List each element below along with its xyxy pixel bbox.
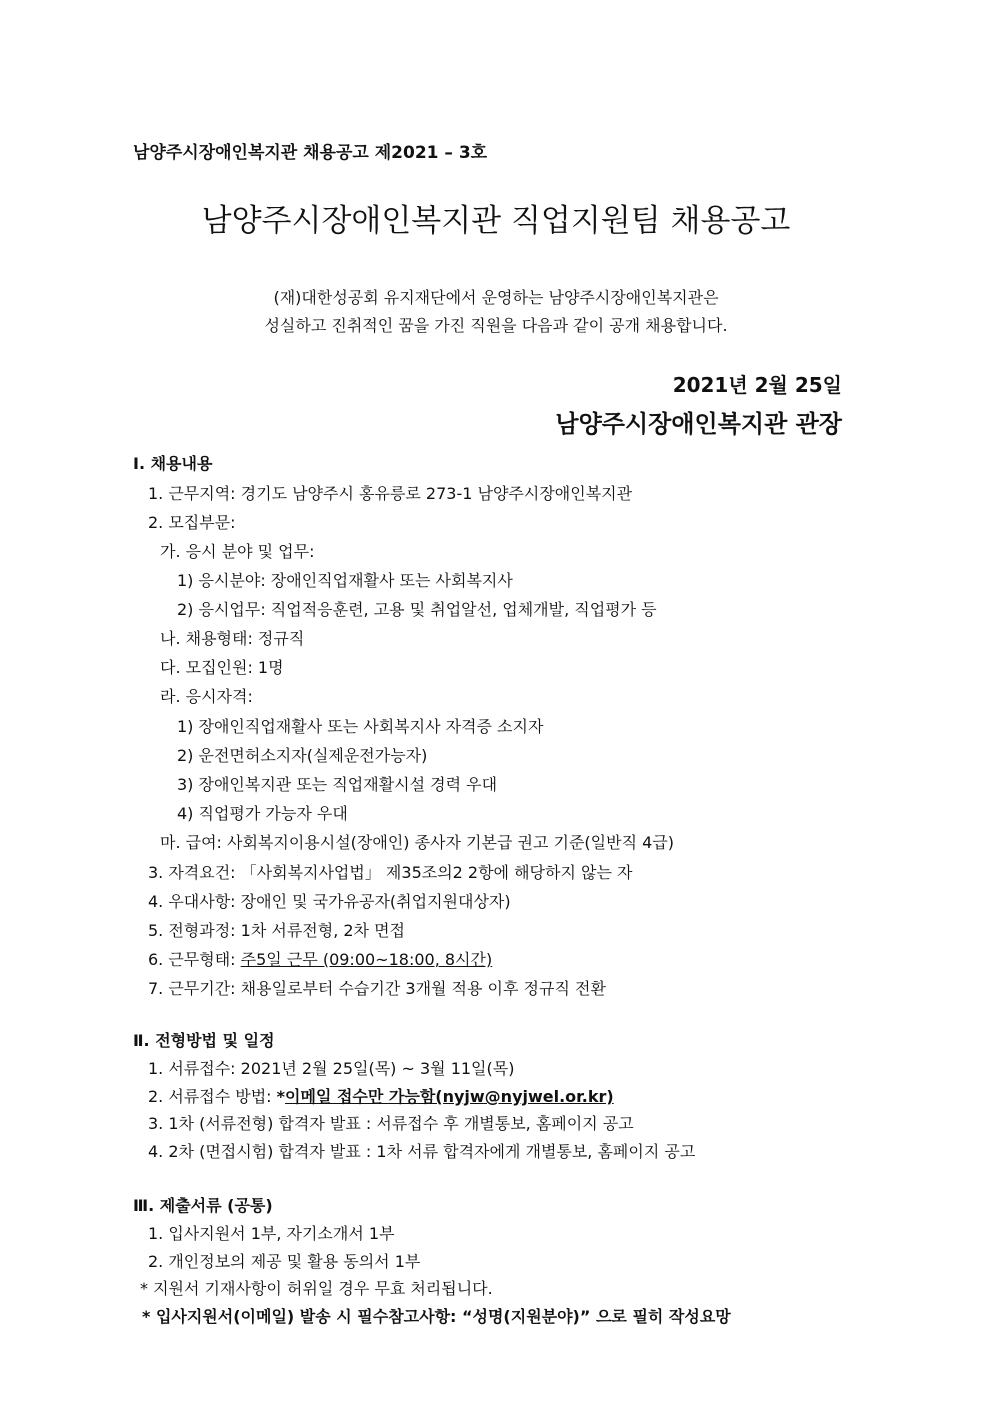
section-1-item-2-ra-4: 4) 직업평가 가능자 우대: [177, 804, 348, 823]
section-1-item-2-ra-2: 2) 운전면허소지자(실제운전가능자): [177, 746, 428, 765]
work-type-label: 6. 근무형태:: [148, 950, 241, 969]
section-3-item-2: 2. 개인정보의 제공 및 활용 동의서 1부: [148, 1252, 421, 1271]
section-1-item-2-na: 나. 채용형태: 정규직: [160, 629, 305, 648]
section-3-item-1: 1. 입사지원서 1부, 자기소개서 1부: [148, 1224, 395, 1243]
section-3-note-2: * 입사지원서(이메일) 발송 시 필수참고사항: “성명(지원분야)” 으로 필히 작성요망: [142, 1307, 731, 1326]
section-1-item-7: 7. 근무기간: 채용일로부터 수습기간 3개월 적용 이후 정규직 전환: [148, 979, 606, 998]
section-3-note-1: * 지원서 기재사항이 허위일 경우 무효 처리됩니다.: [140, 1279, 493, 1298]
section-1-item-2-ra: 라. 응시자격:: [160, 687, 253, 706]
section-2-item-1: 1. 서류접수: 2021년 2월 25일(목) ~ 3월 11일(목): [148, 1059, 515, 1078]
application-method-email: 이메일 접수만 가능함(nyjw@nyjwel.or.kr): [285, 1087, 614, 1106]
section-1-item-2-ma: 마. 급여: 사회복지이용시설(장애인) 종사자 기본급 권고 기준(일반직 4급): [160, 833, 674, 852]
section-3-heading: Ⅲ. 제출서류 (공통): [133, 1196, 273, 1215]
intro-line-1: (재)대한성공회 유지재단에서 운영하는 남양주시장애인복지관은: [273, 288, 719, 307]
section-2-item-3: 3. 1차 (서류전형) 합격자 발표 : 서류접수 후 개별통보, 홈페이지 공고: [148, 1114, 634, 1133]
announcement-reference: 남양주시장애인복지관 채용공고 제2021 – 3호: [133, 143, 488, 163]
section-1-item-5: 5. 전형과정: 1차 서류전형, 2차 면접: [148, 921, 406, 940]
page-title: 남양주시장애인복지관 직업지원팀 채용공고: [201, 203, 791, 239]
section-1-item-2: 2. 모집부문:: [148, 513, 236, 532]
section-1-heading: Ⅰ. 채용내용: [133, 454, 213, 473]
section-1-item-2-ga-1: 1) 응시분야: 장애인직업재활사 또는 사회복지사: [177, 571, 513, 590]
section-1-item-2-ga-2: 2) 응시업무: 직업적응훈련, 고용 및 취업알선, 업체개발, 직업평가 등: [177, 600, 657, 619]
intro-line-2: 성실하고 진취적인 꿈을 가진 직원을 다음과 같이 공개 채용합니다.: [264, 316, 728, 335]
section-2-item-4: 4. 2차 (면접시험) 합격자 발표 : 1차 서류 합격자에게 개별통보, 홈페이지 공고: [148, 1142, 696, 1161]
section-1-item-4: 4. 우대사항: 장애인 및 국가유공자(취업지원대상자): [148, 892, 511, 911]
signatory: 남양주시장애인복지관 관장: [555, 410, 842, 438]
announcement-date: 2021년 2월 25일: [672, 373, 842, 397]
section-1-item-6: [148, 950, 492, 970]
section-1-item-2-ra-1: 1) 장애인직업재활사 또는 사회복지사 자격증 소지자: [177, 717, 544, 736]
section-1-item-3: 3. 자격요건: 「사회복지사업법」 제35조의2 2항에 해당하지 않는 자: [148, 863, 633, 882]
section-1-item-2-ga: 가. 응시 분야 및 업무:: [160, 542, 315, 561]
section-1-item-2-ra-3: 3) 장애인복지관 또는 직업재활시설 경력 우대: [177, 775, 498, 794]
section-2-item-2: [148, 1087, 614, 1107]
section-1-item-1: 1. 근무지역: 경기도 남양주시 홍유릉로 273-1 남양주시장애인복지관: [148, 484, 633, 503]
work-type-value: 주5일 근무 (09:00~18:00, 8시간): [240, 950, 493, 969]
section-1-item-2-da: 다. 모집인원: 1명: [160, 658, 284, 677]
application-method-label: 2. 서류접수 방법:: [148, 1087, 277, 1106]
application-method-star: *: [276, 1087, 286, 1106]
section-2-heading: Ⅱ. 전형방법 및 일정: [133, 1031, 275, 1050]
